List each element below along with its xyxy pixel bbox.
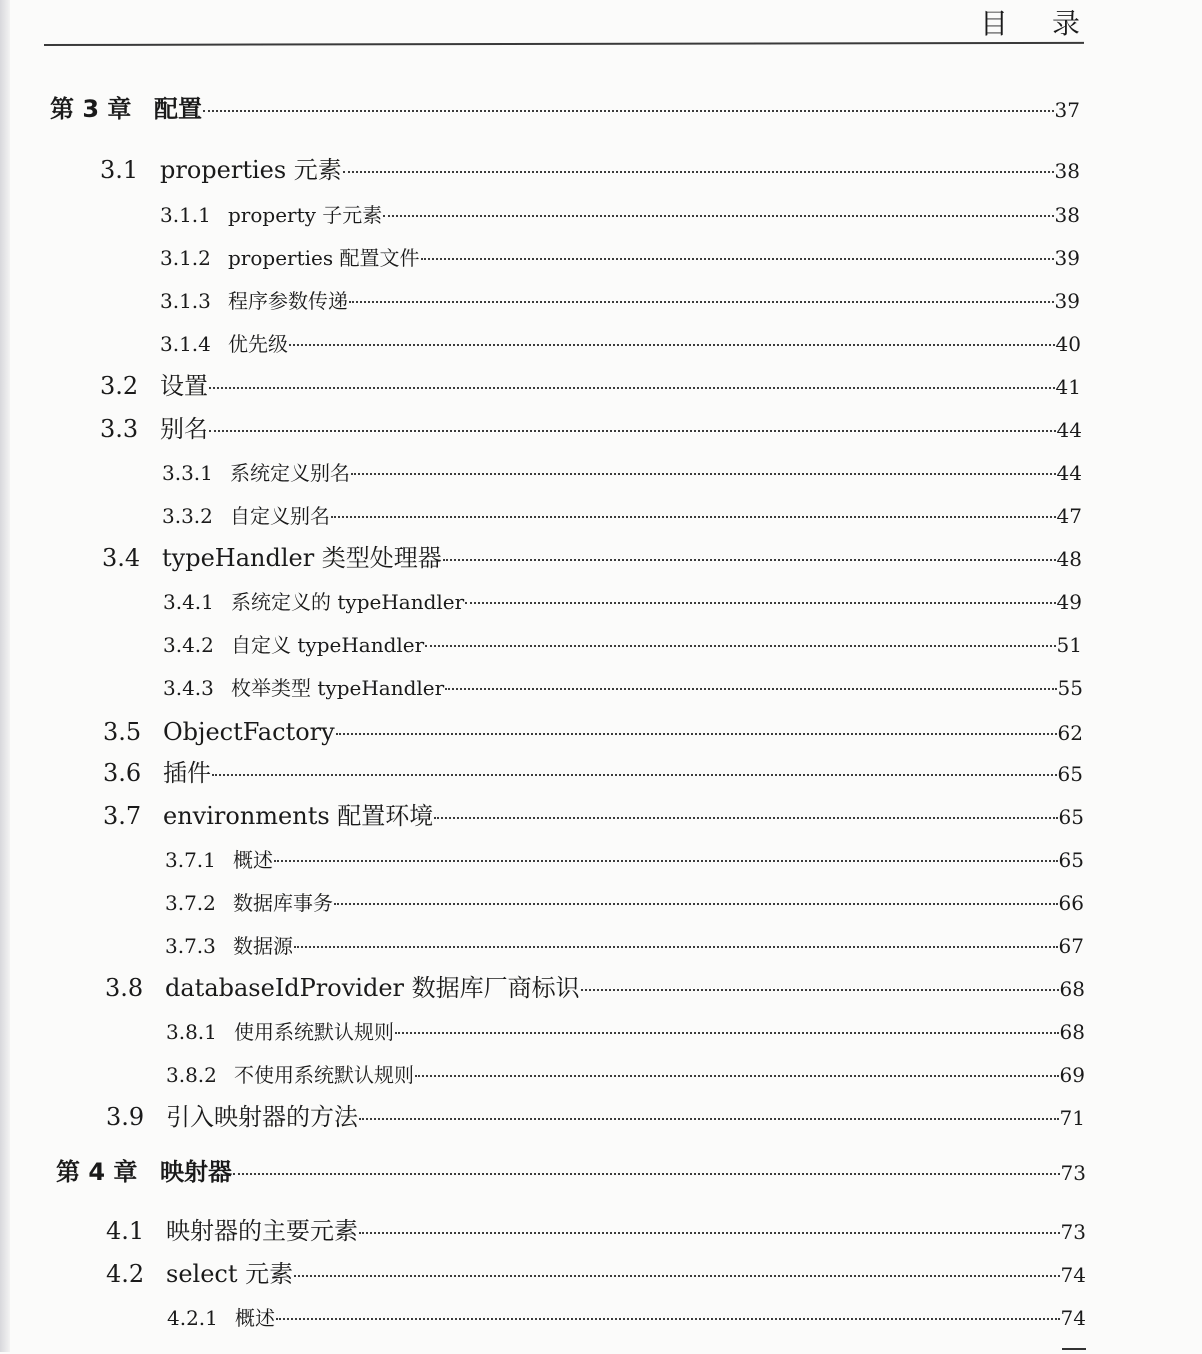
toc-leader-dots xyxy=(203,108,1054,112)
toc-entry-title: 数据库事务 xyxy=(233,891,333,915)
toc-entry-page-number: 44 xyxy=(1056,461,1082,485)
toc-entry-sub xyxy=(165,929,1084,963)
toc-entry-section xyxy=(106,1257,1086,1291)
toc-entry-chapter xyxy=(56,1155,1086,1189)
toc-entry-title: 配置 xyxy=(154,95,202,123)
toc-entry-sub xyxy=(160,241,1080,275)
toc-entry-page-number: 49 xyxy=(1056,590,1082,614)
toc-entry-title: 数据源 xyxy=(233,934,293,958)
toc-entry-sub xyxy=(166,1015,1085,1049)
toc-entry-number: 3.6 xyxy=(103,759,142,787)
toc-entry-number: 3.8 xyxy=(105,974,144,1002)
toc-entry-title: ObjectFactory xyxy=(163,718,335,746)
page-header-title: 目录 xyxy=(979,7,1124,40)
toc-entry-title: 映射器的主要元素 xyxy=(166,1217,358,1245)
toc-entry-title: properties 配置文件 xyxy=(228,246,420,270)
toc-entry-sub xyxy=(160,284,1080,318)
toc-entry-number: 3.5 xyxy=(103,718,142,746)
toc-entry-sub xyxy=(160,327,1081,361)
toc-entry-title: 优先级 xyxy=(228,332,288,356)
toc-entry-page-number: 62 xyxy=(1057,721,1083,745)
toc-entry-number: 3.7.3 xyxy=(165,934,216,958)
toc-entry-section xyxy=(100,153,1080,187)
toc-entry-number: 3.8.1 xyxy=(166,1020,217,1044)
toc-entry-page-number: 74 xyxy=(1060,1306,1086,1330)
toc-entry-sub xyxy=(162,499,1082,533)
toc-entry-section xyxy=(106,1214,1086,1248)
toc-entry-section xyxy=(102,541,1082,575)
toc-entry-chapter xyxy=(50,92,1080,126)
toc-entry-page-number: 41 xyxy=(1055,375,1081,399)
toc-entry-number: 3.1.2 xyxy=(160,246,211,270)
toc-entry-page-number: 38 xyxy=(1054,203,1080,227)
toc-entry-title: 引入映射器的方法 xyxy=(166,1103,358,1131)
toc-entry-number: 4.1 xyxy=(106,1217,145,1245)
toc-entry-sub xyxy=(165,886,1084,920)
toc-entry-section xyxy=(103,756,1083,790)
toc-leader-dots xyxy=(349,299,1054,303)
toc-entry-sub xyxy=(166,1058,1085,1092)
toc-entry-title: select 元素 xyxy=(166,1260,294,1288)
toc-entry-section xyxy=(100,369,1081,403)
toc-entry-title: environments 配置环境 xyxy=(163,802,434,830)
toc-entry-page-number: 37 xyxy=(1054,98,1080,122)
toc-leader-dots xyxy=(465,600,1055,604)
toc-entry-number: 3.3.1 xyxy=(162,461,213,485)
toc-entry-title: 别名 xyxy=(160,415,208,443)
toc-entry-number: 3.3 xyxy=(100,415,139,443)
toc-entry-sub xyxy=(165,843,1084,877)
toc-entry-page-number: 67 xyxy=(1058,934,1084,958)
toc-entry-number: 3.8.2 xyxy=(166,1063,217,1087)
toc-leader-dots xyxy=(289,342,1055,346)
toc-entry-page-number: 68 xyxy=(1059,977,1085,1001)
toc-entry-sub xyxy=(163,585,1082,619)
toc-entry-page-number: 71 xyxy=(1059,1106,1085,1130)
toc-entry-sub xyxy=(162,456,1082,490)
toc-entry-number: 4.2.1 xyxy=(167,1306,218,1330)
toc-entry-title: properties 元素 xyxy=(160,156,342,184)
toc-leader-dots xyxy=(209,385,1055,389)
toc-leader-dots xyxy=(421,256,1054,260)
toc-entry-number: 3.4 xyxy=(102,544,141,572)
toc-entry-page-number: 38 xyxy=(1054,159,1080,183)
toc-entry-number: 3.7 xyxy=(103,802,142,830)
toc-entry-page-number: 69 xyxy=(1059,1063,1085,1087)
toc-entry-title: 系统定义的 typeHandler xyxy=(231,590,465,614)
toc-entry-page-number: 73 xyxy=(1060,1161,1086,1185)
toc-entry-title: databaseIdProvider 数据库厂商标识 xyxy=(165,974,580,1002)
toc-leader-dots xyxy=(294,944,1058,948)
toc-leader-dots xyxy=(212,772,1057,776)
toc-entry-number: 3.9 xyxy=(106,1103,145,1131)
toc-entry-title: 使用系统默认规则 xyxy=(234,1020,394,1044)
toc-entry-page-number: 65 xyxy=(1058,805,1084,829)
toc-entry-title: typeHandler 类型处理器 xyxy=(162,544,442,572)
toc-entry-title: 设置 xyxy=(160,372,208,400)
toc-leader-dots xyxy=(233,1171,1060,1175)
toc-entry-page-number: 39 xyxy=(1054,289,1080,313)
toc-entry-number: 3.1 xyxy=(100,156,139,184)
toc-entry-number: 3.4.1 xyxy=(163,590,214,614)
toc-leader-dots xyxy=(395,1030,1059,1034)
toc-entry-page-number: 47 xyxy=(1056,504,1082,528)
toc-leader-dots xyxy=(331,514,1056,518)
toc-entry-section xyxy=(106,1100,1085,1134)
toc-leader-dots xyxy=(359,1116,1059,1120)
toc-entry-number: 3.7.1 xyxy=(165,848,216,872)
toc-entry-number: 3.1.3 xyxy=(160,289,211,313)
toc-leader-dots xyxy=(415,1073,1059,1077)
toc-entry-number: 3.1.4 xyxy=(160,332,211,356)
toc-entry-title: 概述 xyxy=(233,848,273,872)
toc-entry-page-number: 68 xyxy=(1059,1020,1085,1044)
toc-entry-page-number: 55 xyxy=(1057,676,1083,700)
toc-entry-section xyxy=(103,799,1084,833)
cut-off-page-number xyxy=(1062,1348,1086,1354)
toc-entry-number: 第 4 章 xyxy=(56,1158,138,1186)
toc-leader-dots xyxy=(209,428,1056,432)
toc-leader-dots xyxy=(445,686,1056,690)
toc-entry-title: 不使用系统默认规则 xyxy=(234,1063,414,1087)
toc-leader-dots xyxy=(336,731,1057,735)
toc-leader-dots xyxy=(274,858,1058,862)
toc-entry-title: 自定义别名 xyxy=(230,504,330,528)
toc-entry-title: 自定义 typeHandler xyxy=(231,633,425,657)
toc-entry-sub xyxy=(163,671,1083,705)
toc-entry-section xyxy=(100,412,1082,446)
toc-entry-number: 3.7.2 xyxy=(165,891,216,915)
toc-entry-number: 3.4.2 xyxy=(163,633,214,657)
toc-entry-number: 3.2 xyxy=(100,372,139,400)
toc-entry-page-number: 39 xyxy=(1054,246,1080,270)
toc-entry-page-number: 73 xyxy=(1060,1220,1086,1244)
toc-leader-dots xyxy=(351,471,1056,475)
toc-entry-number: 4.2 xyxy=(106,1260,145,1288)
toc-entry-title: 概述 xyxy=(235,1306,275,1330)
toc-leader-dots xyxy=(276,1316,1060,1320)
toc-entry-section xyxy=(105,971,1085,1005)
toc-entry-section xyxy=(103,715,1083,749)
toc-entry-sub xyxy=(160,198,1080,232)
toc-entry-page-number: 74 xyxy=(1060,1263,1086,1287)
toc-entry-title: 程序参数传递 xyxy=(228,289,348,313)
toc-entry-number: 第 3 章 xyxy=(50,95,132,123)
toc-entry-page-number: 44 xyxy=(1056,418,1082,442)
toc-entry-number: 3.1.1 xyxy=(160,203,211,227)
toc-leader-dots xyxy=(434,815,1057,819)
toc-leader-dots xyxy=(425,643,1055,647)
toc-entry-page-number: 66 xyxy=(1058,891,1084,915)
toc-entry-title: property 子元素 xyxy=(228,203,383,227)
toc-entry-title: 枚举类型 typeHandler xyxy=(231,676,445,700)
toc-entry-number: 3.3.2 xyxy=(162,504,213,528)
toc-leader-dots xyxy=(334,901,1058,905)
toc-leader-dots xyxy=(359,1230,1060,1234)
toc-entry-title: 插件 xyxy=(163,759,211,787)
toc-entry-number: 3.4.3 xyxy=(163,676,214,700)
toc-entry-page-number: 65 xyxy=(1058,848,1084,872)
toc-leader-dots xyxy=(294,1273,1059,1277)
toc-entry-page-number: 65 xyxy=(1057,762,1083,786)
toc-entry-sub xyxy=(167,1301,1086,1335)
toc-entry-title: 系统定义别名 xyxy=(230,461,350,485)
toc-leader-dots xyxy=(581,987,1059,991)
toc-leader-dots xyxy=(443,557,1056,561)
toc-entry-page-number: 48 xyxy=(1056,547,1082,571)
toc-entry-page-number: 51 xyxy=(1056,633,1082,657)
toc-leader-dots xyxy=(343,169,1054,173)
toc-entry-title: 映射器 xyxy=(160,1158,232,1186)
toc-entry-page-number: 40 xyxy=(1055,332,1081,356)
toc-leader-dots xyxy=(383,213,1053,217)
toc-entry-sub xyxy=(163,628,1082,662)
